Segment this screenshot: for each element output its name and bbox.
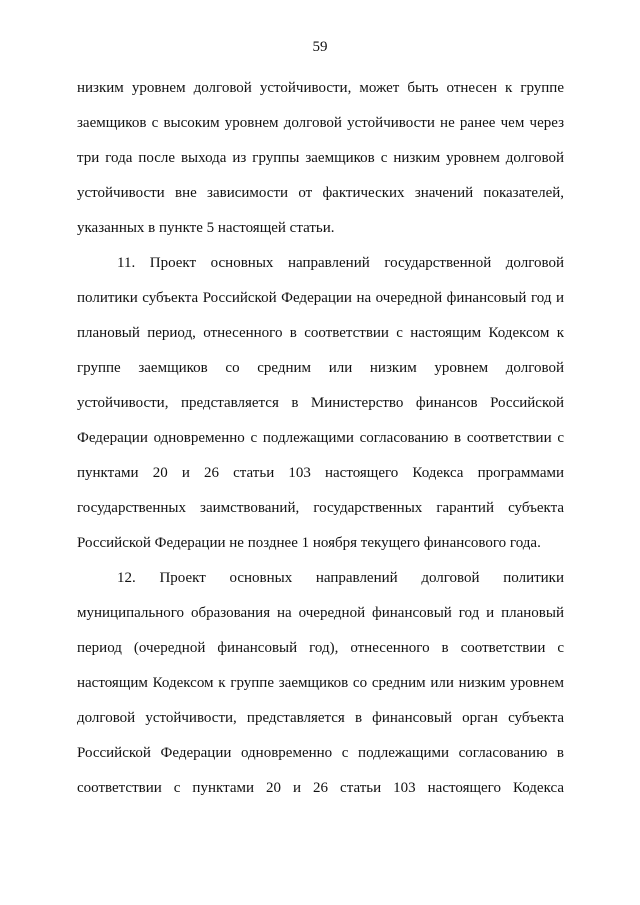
text-line: низким уровнем долговой устойчивости, может быть отнесен к группе xyxy=(77,80,564,96)
text-line: группе заемщиков со средним или низким уровнем долговой xyxy=(77,360,564,376)
paragraph-11-start: 11. Проект основных направлений государственной долговой xyxy=(117,255,564,271)
text-line: настоящим Кодексом к группе заемщиков со средним или низким уровнем xyxy=(77,675,564,691)
text-line: устойчивости вне зависимости от фактических значений показателей, xyxy=(77,185,564,201)
page-number: 59 xyxy=(312,39,328,55)
text-line: плановый период, отнесенного в соответствии с настоящим Кодексом к xyxy=(77,325,564,341)
text-line: государственных заимствований, государственных гарантий субъекта xyxy=(77,500,564,516)
paragraph-12-start: 12. Проект основных направлений долговой политики xyxy=(117,570,564,586)
text-line: муниципального образования на очередной финансовый год и плановый xyxy=(77,605,564,621)
text-line: три года после выхода из группы заемщиков с низким уровнем долговой xyxy=(77,150,564,166)
text-line: Российской Федерации одновременно с подлежащими согласованию в xyxy=(77,745,564,761)
text-line: пунктами 20 и 26 статьи 103 настоящего Кодекса программами xyxy=(77,465,564,481)
text-line: Федерации одновременно с подлежащими согласованию в соответствии с xyxy=(77,430,564,446)
text-line: указанных в пункте 5 настоящей статьи. xyxy=(77,220,335,236)
text-line: Российской Федерации не позднее 1 ноября текущего финансового года. xyxy=(77,535,541,551)
text-line: соответствии с пунктами 20 и 26 статьи 103 настоящего Кодекса xyxy=(77,780,564,796)
text-line: период (очередной финансовый год), отнесенного в соответствии с xyxy=(77,640,564,656)
text-line: политики субъекта Российской Федерации на очередной финансовый год и xyxy=(77,290,564,306)
text-line: долговой устойчивости, представляется в финансовый орган субъекта xyxy=(77,710,564,726)
text-line: заемщиков с высоким уровнем долговой устойчивости не ранее чем через xyxy=(77,115,564,131)
text-line: устойчивости, представляется в Министерство финансов Российской xyxy=(77,395,564,411)
